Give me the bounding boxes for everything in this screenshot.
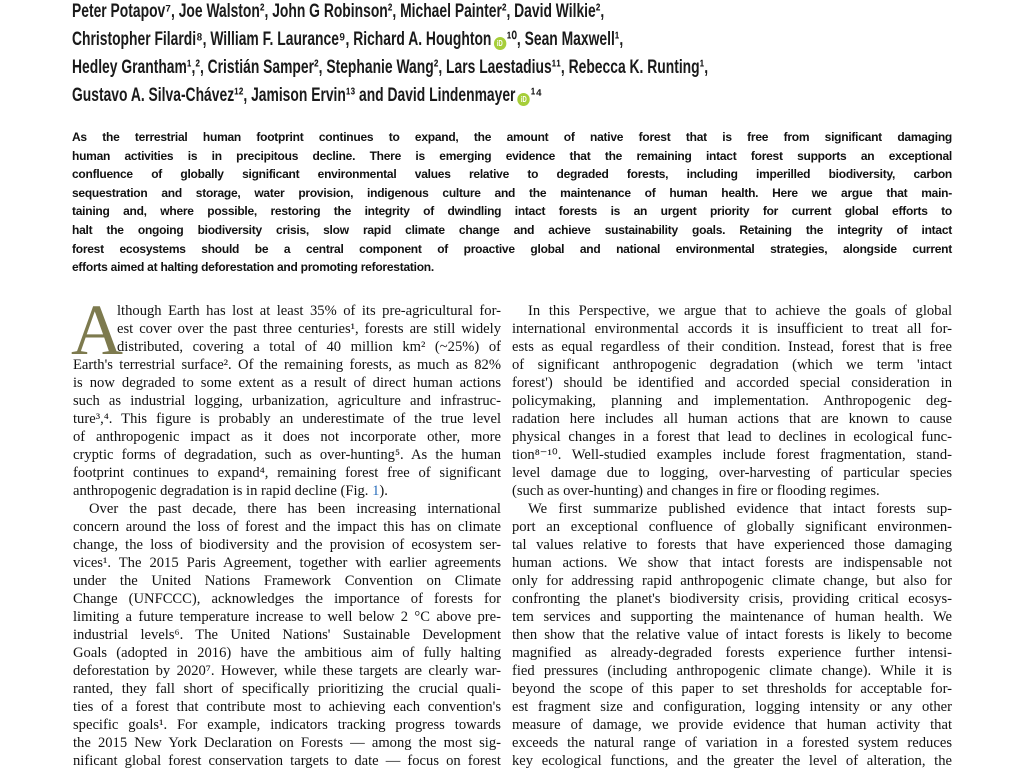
body-text-line: such as industrial logging, urbanization, agriculture and infrastruc- [73,393,501,409]
body-text-line: tal values relative to forests that have experienced those damaging [512,537,952,553]
body-text-line: measure of damage, we provide evidence that human activity that [512,717,952,733]
abstract-line: human activities is in precipitous decline. There is emerging evidence that the remaining intact forest supports an exceptional [72,148,952,163]
body-text-line: of significant anthropogenic degradation (which we term 'intact [512,357,952,373]
body-text-line: physical changes in a forest that lead to declines in ecological func- [512,429,952,445]
body-text-line: forest') should be identified and accorded special consideration in [512,375,952,391]
author-line-text [72,54,708,82]
body-text-line: vices¹. The 2015 Paris Agreement, together with earlier agreements [73,555,501,571]
body-text-line: fied pressures (including anthropogenic climate change). While it is [512,663,952,679]
abstract-line: taining and, where possible, restoring the integrity of dwindling intact forests is an urgent priority for current global efforts to [72,204,952,219]
body-text-line: (such as over-hunting) and changes in fire or flooding regimes. [512,483,880,499]
author-names: ¹⁴ [530,85,543,106]
body-text-line: level damage due to logging, over-harvesting of particular species [512,465,952,481]
author-names: ¹⁰, Sean Maxwell¹, [506,29,624,50]
body-text-line: the 2015 New York Declaration on Forests — among the most sig- [73,735,501,751]
body-text-line: key ecological functions, and the greater the level of alteration, the [512,753,952,769]
author-line [72,0,972,26]
body-text-line: human actions. We show that intact forests are indispensable not [512,555,952,571]
author-names: Christopher Filardi⁸, William F. Laurance⁹, Richard A. Houghton [72,29,492,50]
body-text-line: exceeds the natural range of variation in a forested system reduces [512,735,952,751]
body-text-line: tem services and supporting the maintenance of human health. We [512,609,952,625]
author-names: Peter Potapov⁷, Joe Walston², John G Robinson², Michael Painter², David Wilkie², [72,1,605,22]
body-right-column [512,302,952,770]
body-text-line: lthough Earth has lost at least 35% of its pre-agricultural for- [117,303,501,319]
abstract-line: confluence of globally significant environmental values relative to degraded forests, including imperilled biodiversity, carbon [72,167,952,182]
body-left-column [71,290,501,770]
figure-1-link[interactable]: 1 [372,483,380,499]
body-text-line: concern around the loss of forest and the impact this has on climate [73,519,501,535]
author-line-text [72,26,623,54]
body-text-line: tion⁸⁻¹⁰. Well-studied examples include forest fragmentation, stand- [512,447,952,463]
body-text-line: ture³,⁴. This figure is probably an underestimate of the true level [73,411,501,427]
body-text-line: est fragment size and configuration, logging intensity or any other [512,699,952,715]
abstract-line: sequestration and storage, water provision, indigenous culture and the maintenance of human health. Here we argue that main- [72,185,952,200]
abstract-line: As the terrestrial human footprint continues to expand, the amount of native forest that is free from significant damaging [72,130,952,144]
body-text-line: In this Perspective, we argue that to achieve the goals of global [528,303,952,319]
drop-cap: A [71,290,123,370]
body-text-line: ties of a forest that contribute most to achieving each convention's [73,699,501,715]
author-line-text [72,0,604,26]
body-text-line: Goals (adopted in 2016) have the ambitious aim of fully halting [73,645,501,661]
body-text-line: footprint continues to expand⁴, remaining forest free of significant [73,465,501,481]
body-text-line: under the United Nations Framework Convention on Climate [73,573,501,589]
body-text-line: distributed, covering a total of 40 million km² (~25%) of [117,339,501,355]
orcid-icon[interactable]: iD [518,93,530,106]
body-text-line: anthropogenic degradation is in rapid decline (Fig. 1). [73,483,388,499]
author-names: Hedley Grantham¹,², Cristián Samper², Stephanie Wang², Lars Laestadius¹¹, Rebecca K. Runting¹, [72,57,709,78]
abstract-line: forest ecosystems should be a central component of proactive global and national environmental strategies, alongside current [72,241,952,256]
body-text-line: deforestation by 2020⁷. However, while these targets are clearly war- [73,663,501,679]
body-text-line: specific goals¹. For example, indicators tracking progress towards [73,717,501,733]
body-text-line: change, the loss of biodiversity and the provision of ecosystem ser- [73,537,501,553]
body-text-line: ests as equal regardless of their condition. Instead, forest that is free [512,339,952,355]
body-text-line: beyond the scope of this paper to set thresholds for acceptable for- [512,681,952,697]
body-text-line: Over the past decade, there has been increasing international [89,501,501,517]
author-line-text [72,82,542,110]
body-text-line: international environmental accords it is insufficient to treat all for- [512,321,952,337]
body-text-line: radation here includes all human actions that are known to cause [512,411,952,427]
body-text-line: Change (UNFCCC), acknowledges the importance of forests for [73,591,501,607]
body-text-line: cryptic forms of degradation, such as over-hunting⁵. As the human [73,447,501,463]
body-text-line: Earth's terrestrial surface². Of the remaining forests, as much as 82% [73,357,501,373]
body-text-line: then show that the relative value of intact forests is likely to become [512,627,952,643]
body-text-line: is now degraded to some extent as a result of direct human actions [73,375,501,391]
body-text-line: only for addressing rapid anthropogenic climate change, but also for [512,573,952,589]
body-text-line: magnified as already-degraded forests experience further intensi- [512,645,952,661]
body-text-line: policymaking, planning and implementation. Anthropogenic deg- [512,393,952,409]
body-text-line: confronting the planet's biodiversity crisis, providing critical ecosys- [512,591,952,607]
body-text-line: limiting a future temperature increase to well below 2 °C above pre- [73,609,501,625]
author-list [72,0,972,110]
abstract-line: halt the ongoing biodiversity crisis, slow rapid climate change and achieve sustainability goals. Retaining the integrity of intact [72,222,952,237]
author-line [72,82,972,110]
author-line [72,54,972,82]
body-text-line: of anthropogenic impact as it does not incorporate other, more [73,429,501,445]
abstract-line: efforts aimed at halting deforestation and promoting reforestation. [72,260,434,275]
body-text-line: ranted, they fall short of specifically prioritizing the crucial quali- [73,681,501,697]
author-names: Gustavo A. Silva-Chávez¹², Jamison Ervin¹³ and David Lindenmayer [72,85,516,106]
body-text-line: port an exceptional confluence of globally significant environmen- [512,519,952,535]
body-text-line: nificant global forest conservation targets to date — focus on forest [73,753,501,769]
orcid-icon[interactable]: iD [494,37,506,50]
body-text-line: We first summarize published evidence that intact forests sup- [528,501,952,517]
body-text-line: est cover over the past three centuries¹, forests are still widely [117,321,501,337]
body-text-line: industrial levels⁶. The United Nations' Sustainable Development [73,627,501,643]
author-line [72,26,972,54]
abstract [72,128,952,277]
